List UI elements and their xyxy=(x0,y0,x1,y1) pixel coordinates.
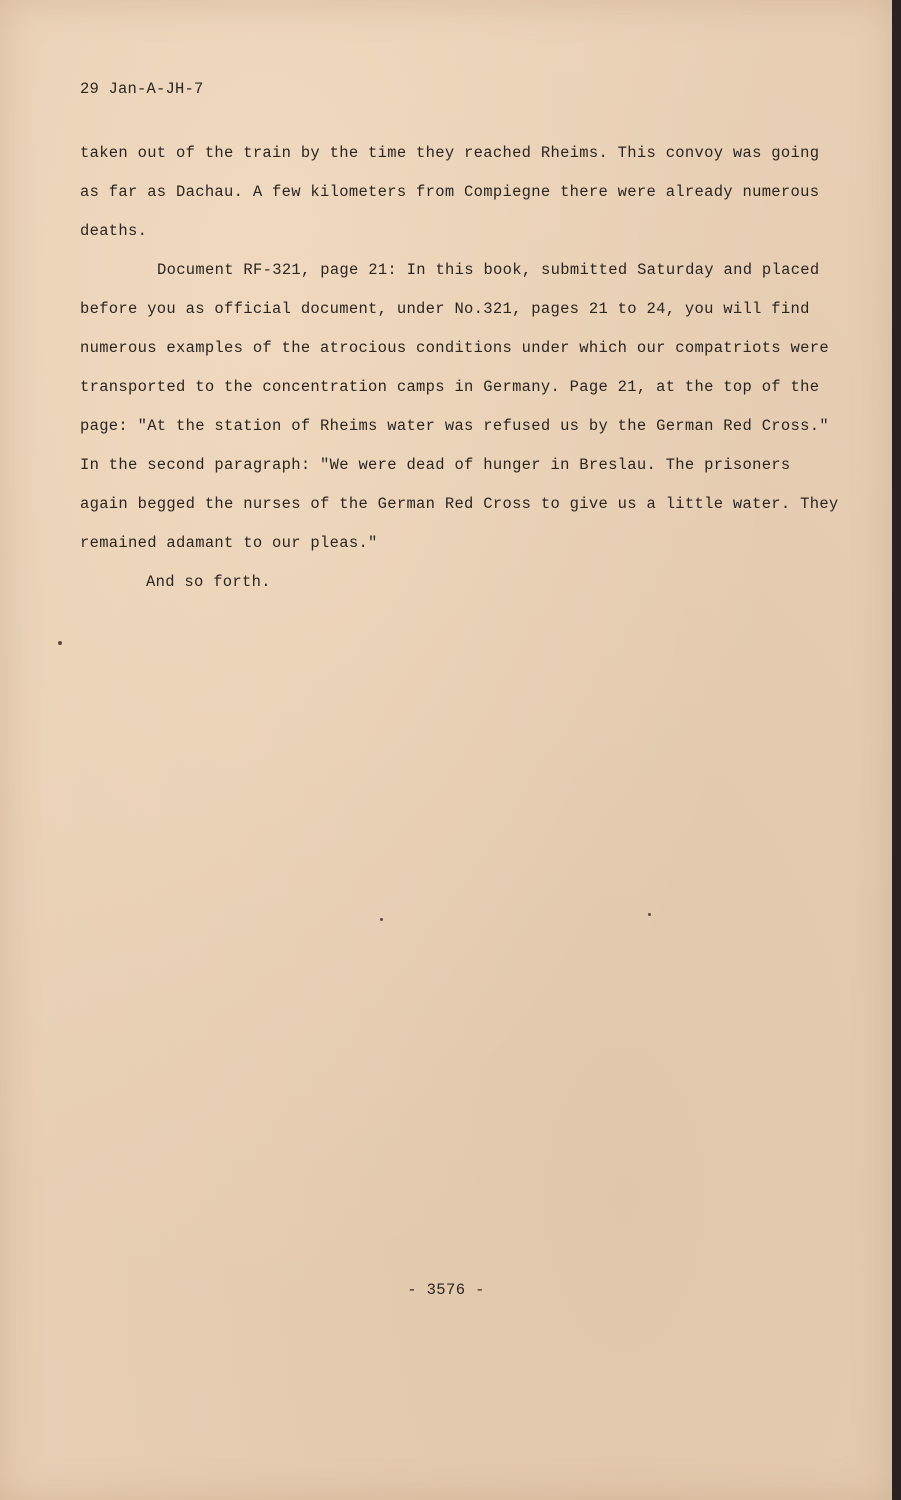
paper-speck-mark xyxy=(380,918,383,921)
paper-speck-mark xyxy=(58,641,62,645)
document-body xyxy=(80,134,840,602)
paper-speck-mark xyxy=(648,913,651,916)
paragraph-and-so-forth: And so forth. xyxy=(146,573,271,591)
scan-edge xyxy=(892,0,901,1500)
paragraph-continuation: taken out of the train by the time they reached Rheims. This convoy was going as far as Dachau. A few kilometers from Compiegne there were already numerous deaths. xyxy=(80,144,820,240)
paragraph-document-rf-321: Document RF-321, page 21: In this book, submitted Saturday and placed before you as official document, under No.321, pages 21 to 24, you will find numerous examples of the atrocious conditions under which our compatriots were transported to the concentration camps in Germany. Page 21, at the top of the page: "At the station of Rheims water was refused us by the German Red Cross." In the second paragraph: "We were dead of hunger in Breslau. The prisoners again begged the nurses of the German Red Cross to give us a little water. They remained adamant to our pleas." xyxy=(80,261,839,552)
page-number: - 3576 - xyxy=(407,1281,485,1299)
document-header: 29 Jan-A-JH-7 xyxy=(80,80,204,98)
